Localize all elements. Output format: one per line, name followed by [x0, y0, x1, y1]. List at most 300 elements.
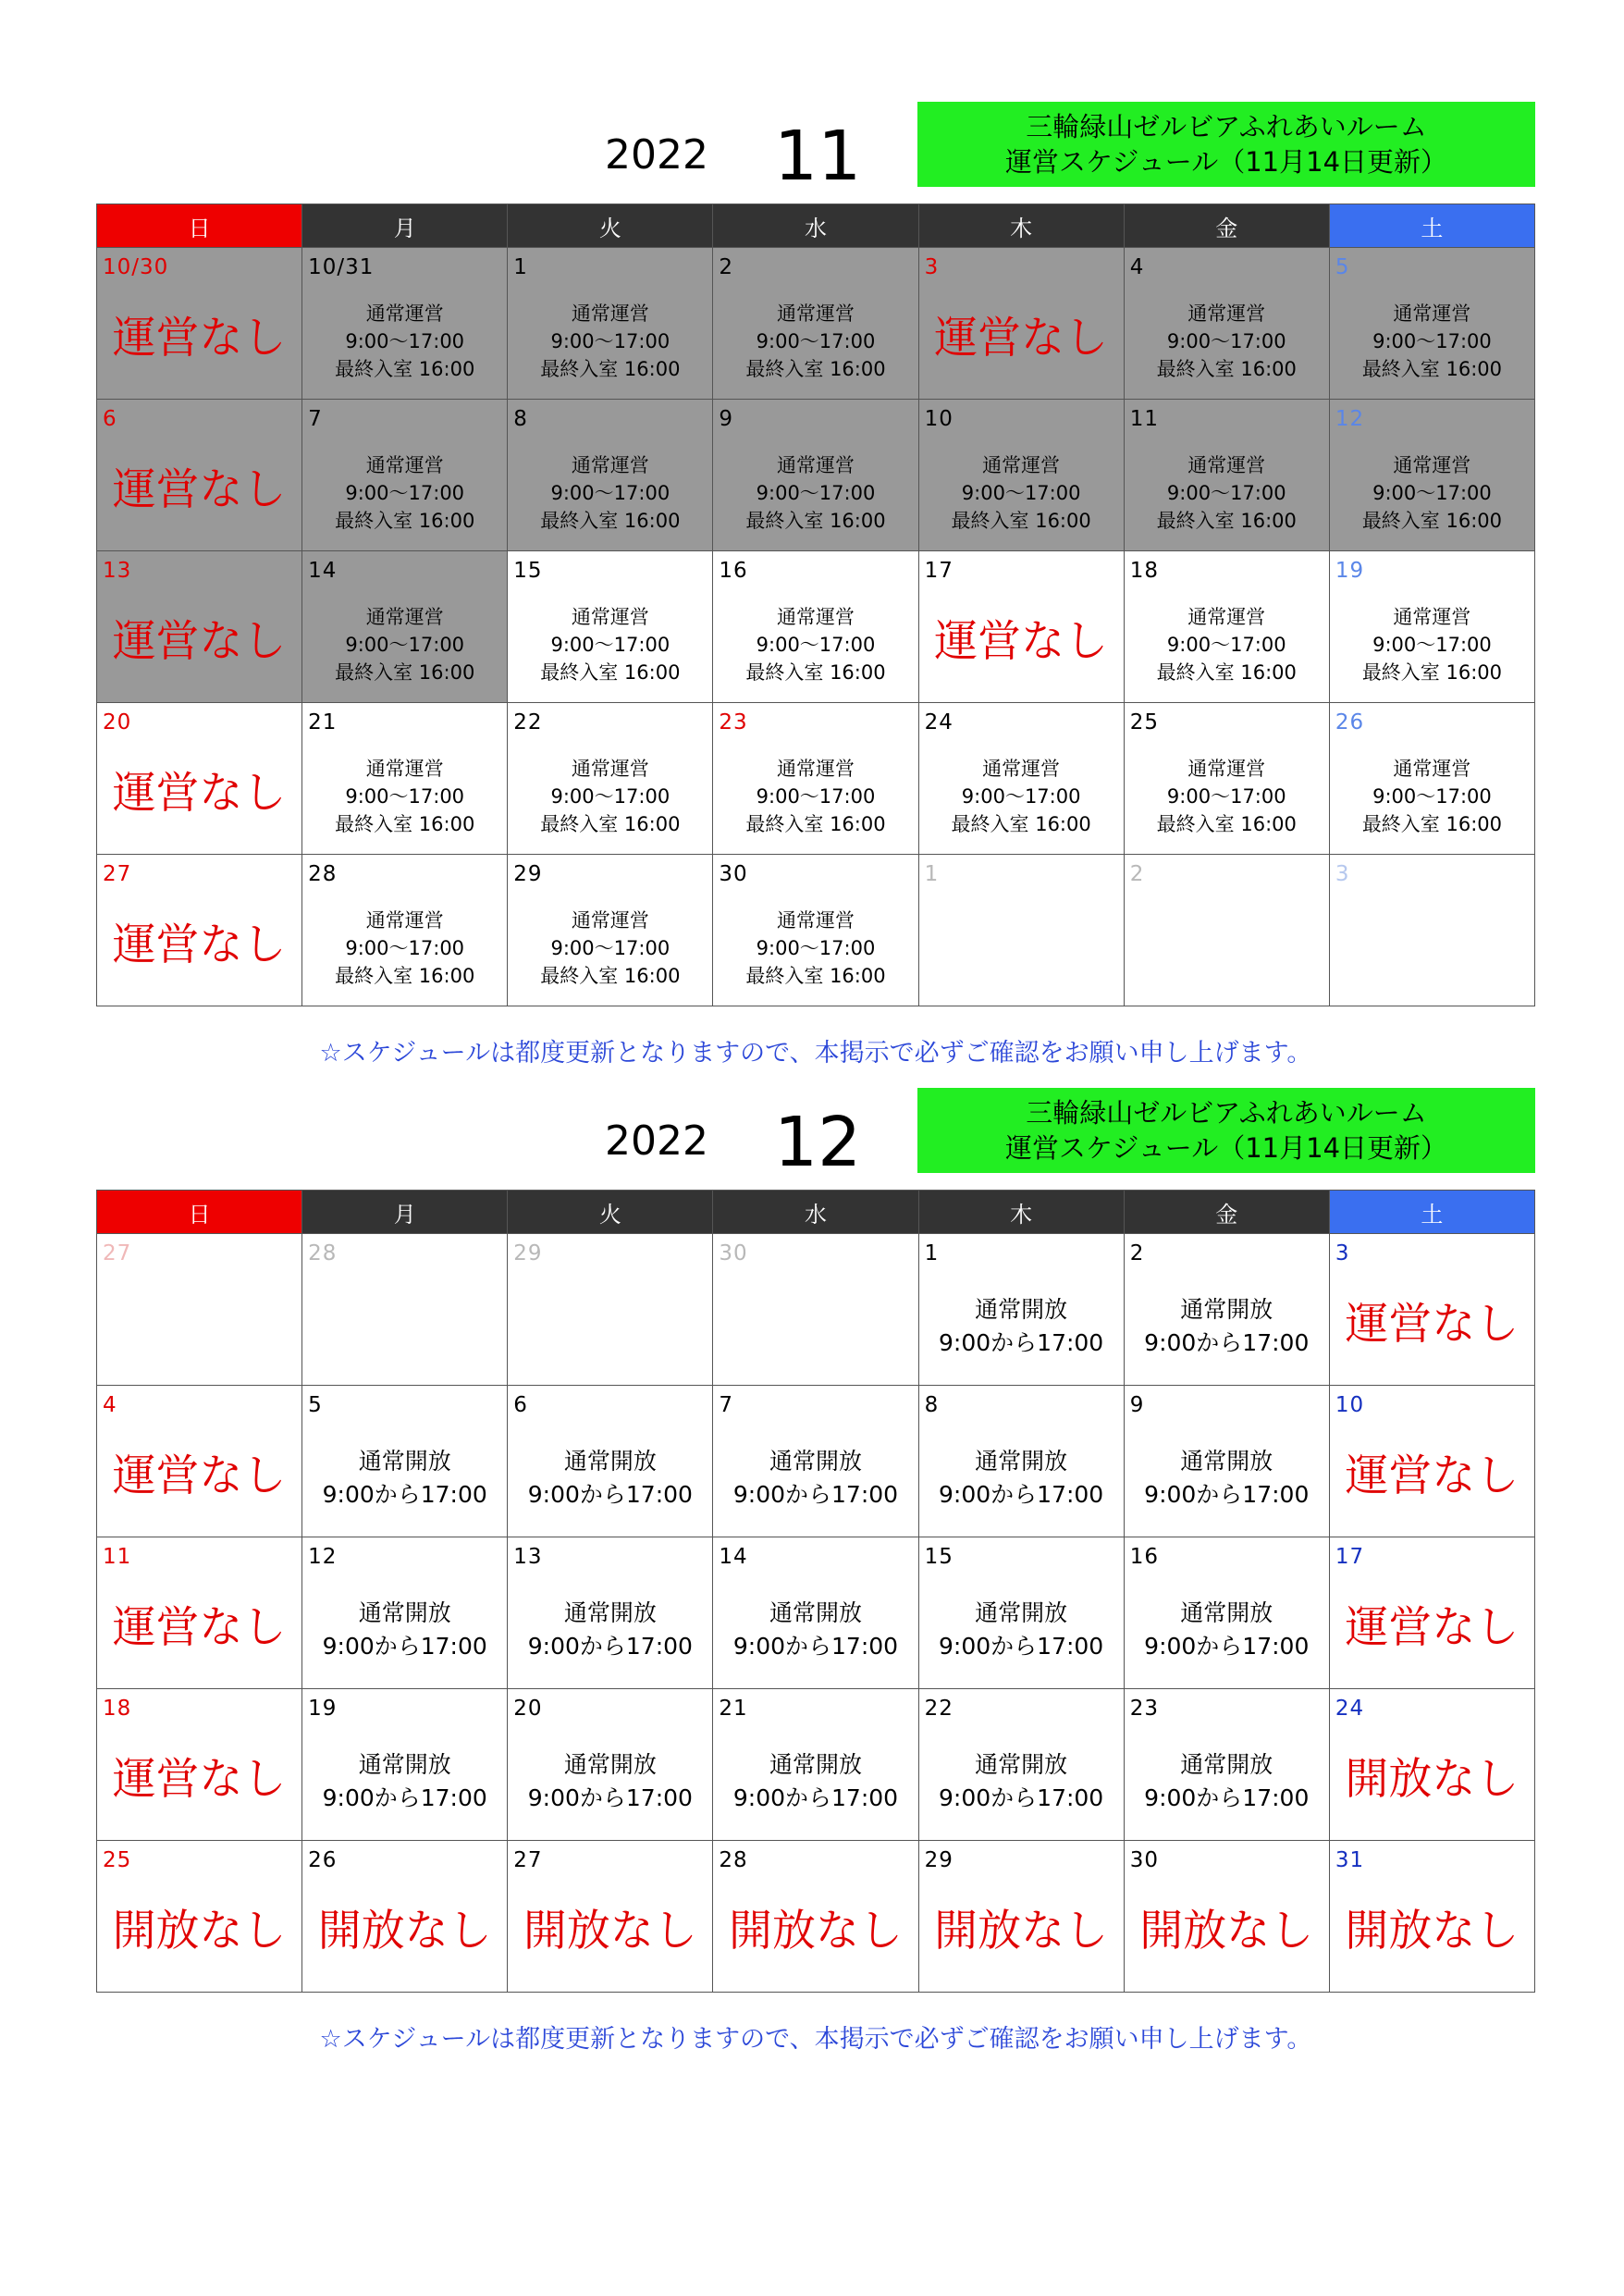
day-number: 28: [719, 1848, 748, 1872]
operation-hours: [1330, 300, 1534, 383]
operation-time: 9:00～17:00: [345, 330, 465, 352]
no-open-label: 開放なし: [934, 1906, 1109, 1957]
open-status: 通常開放: [975, 1599, 1068, 1626]
last-entry-time: 最終入室 16:00: [540, 358, 681, 380]
weekday-header: 土: [1329, 204, 1534, 248]
day-cell: [918, 855, 1124, 1006]
no-open-label: 開放なし: [1345, 1754, 1519, 1805]
week-row: [97, 248, 1535, 400]
calendar-november: [96, 102, 1535, 1068]
open-status: 通常開放: [975, 1296, 1068, 1323]
day-number: 30: [1129, 1848, 1159, 1872]
schedule-note: ☆スケジュールは都度更新となりますので、本掲示で必ずご確認をお願い申し上げます。: [319, 2025, 1312, 2054]
day-number: 13: [513, 1545, 543, 1569]
day-number: 27: [513, 1848, 543, 1872]
operation-status: 通常運営: [1393, 606, 1471, 628]
day-cell: [918, 551, 1124, 703]
open-hours: [1125, 1293, 1329, 1360]
operation-time: 9:00～17:00: [1166, 785, 1286, 808]
day-number: 2: [1129, 1241, 1145, 1265]
day-number: 10: [924, 407, 953, 431]
open-time: 9:00から17:00: [322, 1481, 487, 1508]
day-cell: [1124, 1386, 1329, 1537]
open-hours: [919, 1748, 1124, 1815]
day-cell: [302, 1386, 508, 1537]
day-cell: [508, 1386, 713, 1537]
operation-time: 9:00～17:00: [550, 634, 671, 656]
day-number: 26: [308, 1848, 338, 1872]
day-cell: [713, 400, 918, 551]
day-cell: [97, 1234, 302, 1386]
operation-status: 通常運営: [1187, 606, 1266, 628]
day-cell: [918, 1234, 1124, 1386]
last-entry-time: 最終入室 16:00: [1156, 358, 1297, 380]
open-hours: [508, 1748, 712, 1815]
operation-time: 9:00～17:00: [1372, 634, 1492, 656]
day-cell: [918, 1386, 1124, 1537]
last-entry-time: 最終入室 16:00: [745, 661, 886, 684]
facility-name: 三輪緑山ゼルビアふれあいルーム: [1026, 111, 1427, 142]
operation-hours: [302, 451, 507, 535]
calendar-grid: [96, 204, 1535, 1006]
day-cell: [1329, 855, 1534, 1006]
day-cell: [1124, 1841, 1329, 1993]
day-number: 7: [308, 407, 323, 431]
closed-label: 運営なし: [112, 464, 287, 515]
operation-hours: [1330, 755, 1534, 838]
day-cell: [97, 551, 302, 703]
weekday-header: 日: [97, 1191, 302, 1234]
open-hours: [1125, 1597, 1329, 1663]
day-cell: [508, 551, 713, 703]
closed-label: 運営なし: [112, 768, 287, 819]
day-number: 16: [719, 559, 748, 583]
day-cell: [713, 1689, 918, 1841]
day-cell: [97, 703, 302, 855]
open-time: 9:00から17:00: [1144, 1481, 1310, 1508]
day-cell: [97, 1841, 302, 1993]
day-number: 9: [719, 407, 734, 431]
operation-hours: [1330, 451, 1534, 535]
day-cell: [713, 1234, 918, 1386]
weekday-header: 木: [918, 204, 1124, 248]
day-number: 3: [1335, 862, 1350, 886]
operation-hours: [713, 451, 917, 535]
day-cell: [918, 1537, 1124, 1689]
operation-hours: [302, 300, 507, 383]
open-time: 9:00から17:00: [527, 1481, 693, 1508]
day-cell: [97, 1689, 302, 1841]
no-open-label: 開放なし: [523, 1906, 697, 1957]
day-number: 31: [1335, 1848, 1365, 1872]
day-cell: [713, 1537, 918, 1689]
operation-time: 9:00～17:00: [756, 482, 876, 504]
operation-hours: [508, 907, 712, 990]
schedule-title-box: [917, 1088, 1535, 1173]
day-cell: [1329, 1234, 1534, 1386]
day-cell: [97, 855, 302, 1006]
day-number: 2: [719, 255, 734, 279]
operation-status: 通常運営: [1393, 758, 1471, 780]
operation-status: 通常運営: [1393, 302, 1471, 325]
day-number: 26: [1335, 710, 1365, 734]
open-status: 通常開放: [358, 1448, 451, 1475]
closed-label: 運営なし: [1345, 1299, 1519, 1350]
year-label: 2022: [605, 131, 708, 179]
weekday-header: 金: [1124, 1191, 1329, 1234]
day-cell: [508, 703, 713, 855]
closed-label: 運営なし: [112, 313, 287, 364]
operation-hours: [302, 603, 507, 686]
day-number: 18: [103, 1697, 132, 1721]
day-cell: [1329, 1841, 1534, 1993]
operation-status: 通常運営: [365, 606, 444, 628]
operation-time: 9:00～17:00: [961, 482, 1081, 504]
day-cell: [508, 1689, 713, 1841]
operation-time: 9:00～17:00: [1166, 482, 1286, 504]
day-number: 22: [513, 710, 543, 734]
day-cell: [302, 1689, 508, 1841]
day-number: 4: [103, 1393, 117, 1417]
day-cell: [918, 248, 1124, 400]
open-status: 通常開放: [1180, 1599, 1273, 1626]
weekday-header: 火: [508, 204, 713, 248]
day-cell: [918, 1841, 1124, 1993]
day-cell: [97, 248, 302, 400]
day-cell: [918, 703, 1124, 855]
day-number: 8: [924, 1393, 940, 1417]
open-status: 通常開放: [975, 1448, 1068, 1475]
day-number: 29: [513, 862, 543, 886]
closed-label: 運営なし: [112, 1754, 287, 1805]
open-hours: [1125, 1748, 1329, 1815]
last-entry-time: 最終入室 16:00: [540, 510, 681, 532]
day-number: 16: [1129, 1545, 1159, 1569]
day-cell: [508, 1234, 713, 1386]
day-number: 19: [308, 1697, 338, 1721]
last-entry-time: 最終入室 16:00: [1361, 813, 1503, 835]
day-number: 30: [719, 862, 748, 886]
last-entry-time: 最終入室 16:00: [745, 965, 886, 987]
day-number: 23: [1129, 1697, 1159, 1721]
operation-hours: [1125, 451, 1329, 535]
operation-status: 通常運営: [571, 606, 649, 628]
day-cell: [1124, 855, 1329, 1006]
day-number: 1: [924, 1241, 940, 1265]
last-entry-time: 最終入室 16:00: [335, 813, 475, 835]
day-number: 4: [1129, 255, 1145, 279]
open-hours: [302, 1597, 507, 1663]
day-number: 29: [924, 1848, 953, 1872]
operation-status: 通常運営: [776, 454, 855, 476]
day-cell: [713, 855, 918, 1006]
operation-hours: [1125, 603, 1329, 686]
weekday-header: 火: [508, 1191, 713, 1234]
closed-label: 運営なし: [112, 1602, 287, 1653]
day-number: 12: [1335, 407, 1365, 431]
last-entry-time: 最終入室 16:00: [951, 813, 1091, 835]
day-number: 28: [308, 862, 338, 886]
operation-hours: [508, 451, 712, 535]
operation-time: 9:00～17:00: [550, 785, 671, 808]
open-status: 通常開放: [358, 1751, 451, 1778]
open-time: 9:00から17:00: [527, 1784, 693, 1811]
open-hours: [713, 1597, 917, 1663]
no-open-label: 開放なし: [112, 1906, 287, 1957]
no-open-label: 開放なし: [1139, 1906, 1314, 1957]
last-entry-time: 最終入室 16:00: [1156, 510, 1297, 532]
week-row: [97, 1689, 1535, 1841]
last-entry-time: 最終入室 16:00: [1156, 813, 1297, 835]
open-time: 9:00から17:00: [732, 1481, 899, 1508]
closed-label: 運営なし: [1345, 1450, 1519, 1501]
day-number: 25: [1129, 710, 1159, 734]
operation-hours: [1330, 603, 1534, 686]
operation-hours: [508, 603, 712, 686]
operation-time: 9:00～17:00: [1166, 634, 1286, 656]
day-cell: [918, 1689, 1124, 1841]
operation-hours: [713, 755, 917, 838]
open-hours: [508, 1597, 712, 1663]
day-cell: [302, 1537, 508, 1689]
operation-time: 9:00～17:00: [756, 937, 876, 959]
last-entry-time: 最終入室 16:00: [1361, 358, 1503, 380]
open-hours: [508, 1445, 712, 1512]
open-hours: [919, 1293, 1124, 1360]
day-number: 1: [924, 862, 940, 886]
day-cell: [97, 1537, 302, 1689]
day-cell: [1124, 551, 1329, 703]
day-cell: [1329, 703, 1534, 855]
open-status: 通常開放: [975, 1751, 1068, 1778]
day-number: 17: [1335, 1545, 1365, 1569]
day-cell: [918, 400, 1124, 551]
schedule-subtitle: 運営スケジュール（11月14日更新）: [1004, 1132, 1448, 1164]
operation-time: 9:00～17:00: [1166, 330, 1286, 352]
open-status: 通常開放: [1180, 1448, 1273, 1475]
weekday-header: 水: [713, 1191, 918, 1234]
open-status: 通常開放: [358, 1599, 451, 1626]
operation-status: 通常運営: [571, 909, 649, 932]
week-row: [97, 1537, 1535, 1689]
day-cell: [713, 248, 918, 400]
closed-label: 運営なし: [112, 920, 287, 970]
day-cell: [302, 400, 508, 551]
operation-time: 9:00～17:00: [345, 482, 465, 504]
weekday-header-row: [97, 1191, 1535, 1234]
day-cell: [1124, 1234, 1329, 1386]
operation-hours: [508, 755, 712, 838]
operation-time: 9:00～17:00: [550, 482, 671, 504]
week-row: [97, 1386, 1535, 1537]
day-cell: [302, 703, 508, 855]
operation-status: 通常運営: [982, 758, 1061, 780]
weekday-header: 金: [1124, 204, 1329, 248]
facility-name: 三輪緑山ゼルビアふれあいルーム: [1026, 1097, 1427, 1129]
day-cell: [1124, 400, 1329, 551]
day-number: 10: [1335, 1393, 1365, 1417]
operation-status: 通常運営: [1187, 302, 1266, 325]
last-entry-time: 最終入室 16:00: [1361, 510, 1503, 532]
day-number: 10/30: [103, 255, 169, 279]
day-cell: [302, 1841, 508, 1993]
calendar-grid: [96, 1190, 1535, 1993]
weekday-header: 土: [1329, 1191, 1534, 1234]
day-number: 24: [1335, 1697, 1365, 1721]
day-cell: [302, 551, 508, 703]
day-cell: [508, 855, 713, 1006]
week-row: [97, 1234, 1535, 1386]
open-time: 9:00から17:00: [939, 1481, 1104, 1508]
operation-status: 通常運営: [571, 758, 649, 780]
no-open-label: 開放なし: [317, 1906, 492, 1957]
schedule-note: ☆スケジュールは都度更新となりますので、本掲示で必ずご確認をお願い申し上げます。: [319, 1039, 1312, 1068]
operation-hours: [713, 907, 917, 990]
day-number: 5: [1335, 255, 1350, 279]
day-number: 25: [103, 1848, 132, 1872]
year-label: 2022: [605, 1117, 708, 1165]
operation-time: 9:00～17:00: [550, 330, 671, 352]
day-number: 29: [513, 1241, 543, 1265]
operation-hours: [713, 300, 917, 383]
operation-status: 通常運営: [982, 454, 1061, 476]
open-hours: [919, 1445, 1124, 1512]
operation-time: 9:00～17:00: [345, 785, 465, 808]
open-time: 9:00から17:00: [939, 1329, 1104, 1356]
operation-status: 通常運営: [1187, 758, 1266, 780]
day-number: 6: [513, 1393, 528, 1417]
last-entry-time: 最終入室 16:00: [335, 510, 475, 532]
open-time: 9:00から17:00: [732, 1784, 899, 1811]
last-entry-time: 最終入室 16:00: [745, 813, 886, 835]
day-number: 1: [513, 255, 528, 279]
day-number: 19: [1335, 559, 1365, 583]
day-cell: [1329, 248, 1534, 400]
operation-status: 通常運営: [1393, 454, 1471, 476]
open-hours: [1125, 1445, 1329, 1512]
last-entry-time: 最終入室 16:00: [1361, 661, 1503, 684]
weekday-header: 木: [918, 1191, 1124, 1234]
week-row: [97, 551, 1535, 703]
closed-label: 運営なし: [934, 616, 1109, 667]
schedule-subtitle: 運営スケジュール（11月14日更新）: [1004, 146, 1448, 178]
open-hours: [713, 1748, 917, 1815]
week-row: [97, 400, 1535, 551]
open-status: 通常開放: [769, 1448, 862, 1475]
calendar-header: [96, 102, 1535, 204]
day-number: 7: [719, 1393, 734, 1417]
operation-hours: [919, 451, 1124, 535]
day-number: 5: [308, 1393, 323, 1417]
operation-hours: [1125, 300, 1329, 383]
operation-status: 通常運営: [776, 606, 855, 628]
weekday-header: 月: [302, 1191, 508, 1234]
last-entry-time: 最終入室 16:00: [540, 661, 681, 684]
operation-status: 通常運営: [365, 909, 444, 932]
operation-status: 通常運営: [365, 302, 444, 325]
last-entry-time: 最終入室 16:00: [745, 510, 886, 532]
operation-time: 9:00～17:00: [1372, 785, 1492, 808]
day-cell: [713, 551, 918, 703]
last-entry-time: 最終入室 16:00: [335, 965, 475, 987]
open-time: 9:00から17:00: [1144, 1329, 1310, 1356]
day-cell: [713, 1841, 918, 1993]
open-time: 9:00から17:00: [732, 1633, 899, 1660]
operation-time: 9:00～17:00: [756, 330, 876, 352]
day-cell: [1124, 703, 1329, 855]
day-number: 11: [103, 1545, 132, 1569]
day-number: 18: [1129, 559, 1159, 583]
day-number: 9: [1129, 1393, 1145, 1417]
week-row: [97, 1841, 1535, 1993]
day-cell: [1329, 1386, 1534, 1537]
week-row: [97, 703, 1535, 855]
operation-time: 9:00～17:00: [756, 634, 876, 656]
day-number: 27: [103, 862, 132, 886]
open-status: 通常開放: [1180, 1296, 1273, 1323]
operation-status: 通常運営: [571, 302, 649, 325]
operation-time: 9:00～17:00: [550, 937, 671, 959]
operation-status: 通常運営: [1187, 454, 1266, 476]
calendar-header: [96, 1088, 1535, 1190]
day-cell: [508, 1537, 713, 1689]
open-status: 通常開放: [769, 1599, 862, 1626]
day-cell: [302, 1234, 508, 1386]
day-cell: [1124, 248, 1329, 400]
closed-label: 運営なし: [934, 313, 1109, 364]
operation-time: 9:00～17:00: [345, 634, 465, 656]
day-number: 22: [924, 1697, 953, 1721]
closed-label: 運営なし: [1345, 1602, 1519, 1653]
weekday-header-row: [97, 204, 1535, 248]
schedule-title-box: [917, 102, 1535, 187]
open-time: 9:00から17:00: [322, 1633, 487, 1660]
day-cell: [302, 248, 508, 400]
last-entry-time: 最終入室 16:00: [540, 965, 681, 987]
day-number: 15: [924, 1545, 953, 1569]
open-status: 通常開放: [563, 1599, 657, 1626]
weekday-header: 水: [713, 204, 918, 248]
week-row: [97, 855, 1535, 1006]
day-number: 23: [719, 710, 748, 734]
last-entry-time: 最終入室 16:00: [335, 661, 475, 684]
day-cell: [97, 400, 302, 551]
day-number: 11: [1129, 407, 1159, 431]
closed-label: 運営なし: [112, 1450, 287, 1501]
day-number: 20: [103, 710, 132, 734]
day-number: 14: [719, 1545, 748, 1569]
day-number: 21: [308, 710, 338, 734]
operation-status: 通常運営: [571, 454, 649, 476]
open-time: 9:00から17:00: [939, 1633, 1104, 1660]
weekday-header: 日: [97, 204, 302, 248]
day-number: 12: [308, 1545, 338, 1569]
month-label: 12: [774, 1103, 862, 1182]
last-entry-time: 最終入室 16:00: [335, 358, 475, 380]
last-entry-time: 最終入室 16:00: [540, 813, 681, 835]
day-cell: [508, 400, 713, 551]
day-number: 17: [924, 559, 953, 583]
open-time: 9:00から17:00: [527, 1633, 693, 1660]
last-entry-time: 最終入室 16:00: [951, 510, 1091, 532]
operation-hours: [302, 755, 507, 838]
closed-label: 運営なし: [112, 616, 287, 667]
operation-status: 通常運営: [365, 758, 444, 780]
day-cell: [1329, 1689, 1534, 1841]
no-open-label: 開放なし: [1345, 1906, 1519, 1957]
day-number: 3: [1335, 1241, 1350, 1265]
last-entry-time: 最終入室 16:00: [1156, 661, 1297, 684]
